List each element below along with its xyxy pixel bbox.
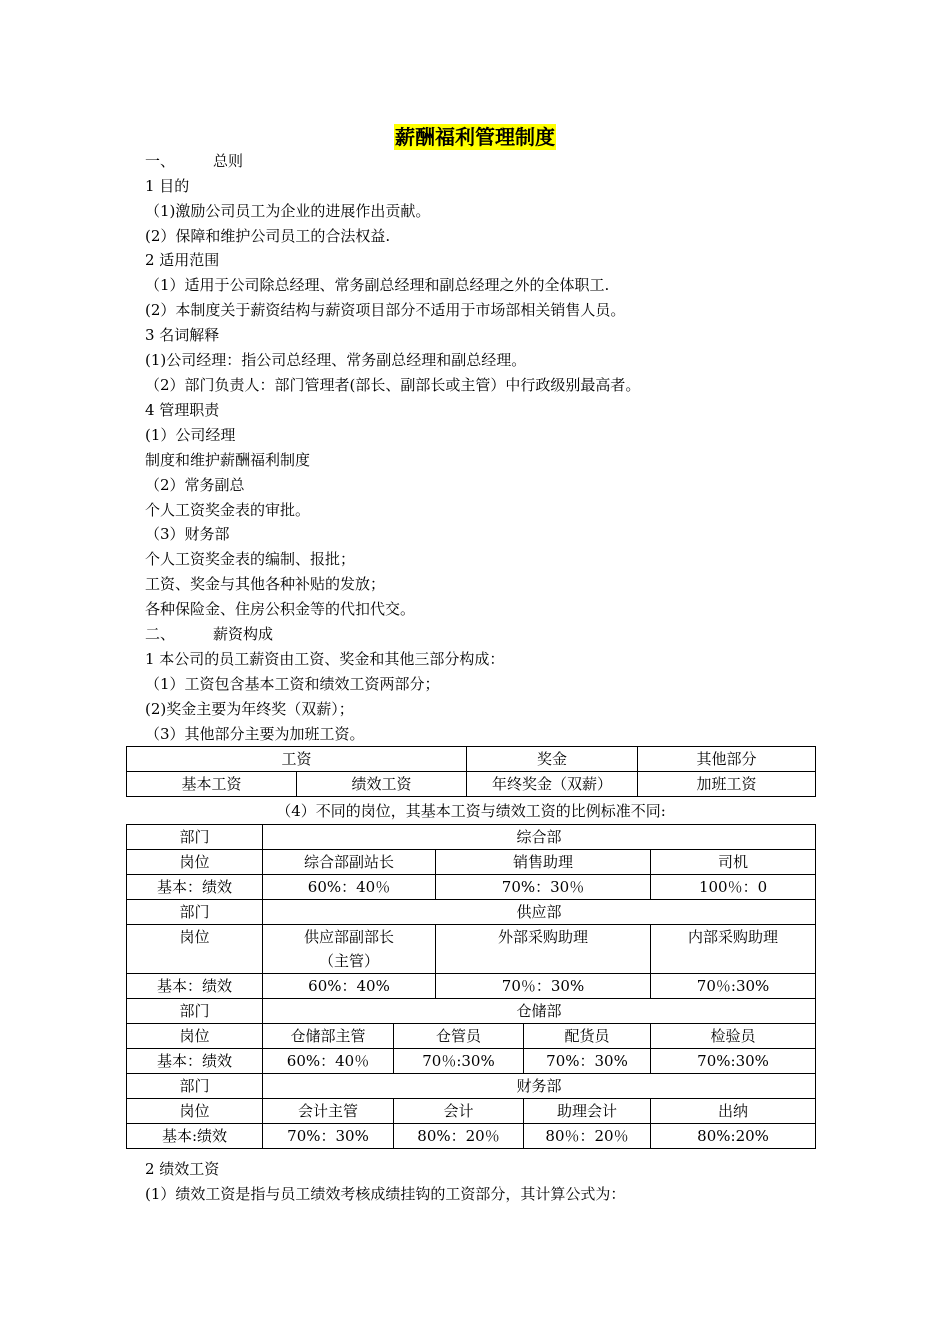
section-heading-salary — [145, 624, 273, 644]
dept-name-cell: 仓储部 — [263, 999, 816, 1024]
ratio-cell: 70%：30% — [263, 1124, 394, 1149]
table-cell: 加班工资 — [638, 772, 816, 797]
ratio-cell: 80%:20% — [651, 1124, 816, 1149]
section-title: 总则 — [213, 152, 244, 170]
dept-label-cell: 部门 — [127, 825, 263, 850]
text-line: （3）其他部分主要为加班工资。 — [145, 725, 365, 743]
document-title: 薪酬福利管理制度 — [395, 125, 555, 149]
text-line: (2)奖金主要为年终奖（双薪）； — [145, 700, 354, 718]
text-line: 工资、奖金与其他各种补贴的发放； — [145, 575, 386, 593]
post-cell: 综合部副站长 — [263, 850, 436, 875]
dept-label-cell: 部门 — [127, 900, 263, 925]
ratio-label-cell: 基本：绩效 — [127, 875, 263, 900]
post-label-cell: 岗位 — [127, 925, 263, 974]
post-cell: 内部采购助理 — [651, 925, 816, 974]
salary-structure-table — [126, 746, 816, 797]
table-row — [127, 974, 816, 999]
table-header-cell: 奖金 — [467, 747, 638, 772]
post-cell: 司机 — [651, 850, 816, 875]
text-line: 各种保险金、住房公积金等的代扣代交。 — [145, 600, 416, 618]
ratio-cell: 70％:30% — [651, 974, 816, 999]
dept-name-cell: 财务部 — [263, 1074, 816, 1099]
text-line: (1)公司经理：指公司总经理、常务副总经理和副总经理。 — [145, 351, 527, 369]
ratio-cell: 80％：20％ — [524, 1124, 651, 1149]
text-line: （2）部门负责人：部门管理者(部长、副部长或主管）中行政级别最高者。 — [145, 376, 641, 394]
post-cell: 配货员 — [524, 1024, 651, 1049]
ratio-cell: 70%：30％ — [436, 875, 651, 900]
text-line: 4 管理职责 — [145, 401, 220, 419]
text-line: (2）本制度关于薪资结构与薪资项目部分不适用于市场部相关销售人员。 — [145, 301, 626, 319]
table-row — [127, 772, 816, 797]
post-cell: 出纳 — [651, 1099, 816, 1124]
table-row — [127, 1049, 816, 1074]
text-line: 个人工资奖金表的审批。 — [145, 501, 311, 519]
ratio-label-cell: 基本:绩效 — [127, 1124, 263, 1149]
ratio-cell: 70%:30% — [651, 1049, 816, 1074]
dept-label-cell: 部门 — [127, 1074, 263, 1099]
text-line: （3）财务部 — [145, 525, 230, 543]
ratio-cell: 70%：30% — [524, 1049, 651, 1074]
section-number: 一、 — [145, 152, 176, 170]
ratio-cell: 70％:30% — [394, 1049, 524, 1074]
post-label-cell: 岗位 — [127, 1024, 263, 1049]
text-line: (1）公司经理 — [145, 426, 236, 444]
table-row — [127, 1024, 816, 1049]
post-cell: 会计 — [394, 1099, 524, 1124]
table-row — [127, 1074, 816, 1099]
text-line: 2 绩效工资 — [145, 1160, 220, 1178]
ratio-table-caption: （4）不同的岗位，其基本工资与绩效工资的比例标准不同: — [276, 802, 666, 820]
text-line: 2 适用范围 — [145, 251, 220, 269]
section-title: 薪资构成 — [213, 625, 274, 643]
table-row — [127, 825, 816, 850]
table-header-cell: 工资 — [127, 747, 467, 772]
ratio-cell: 60%：40％ — [263, 1049, 394, 1074]
table-header-cell: 其他部分 — [638, 747, 816, 772]
post-cell: 供应部副部长 （主管） — [263, 925, 436, 974]
table-cell: 基本工资 — [127, 772, 297, 797]
ratio-cell: 60%：40% — [263, 974, 436, 999]
table-cell: 年终奖金（双薪） — [467, 772, 638, 797]
post-cell: 销售助理 — [436, 850, 651, 875]
ratio-table — [126, 824, 816, 1149]
post-cell: 外部采购助理 — [436, 925, 651, 974]
post-cell: 仓储部主管 — [263, 1024, 394, 1049]
ratio-label-cell: 基本：绩效 — [127, 1049, 263, 1074]
text-line: （1）适用于公司除总经理、常务副总经理和副总经理之外的全体职工. — [145, 276, 610, 294]
table-row — [127, 925, 816, 974]
text-line: （1)激励公司员工为企业的进展作出贡献。 — [145, 202, 431, 220]
text-line: 1 本公司的员工薪资由工资、奖金和其他三部分构成： — [145, 650, 505, 668]
ratio-cell: 100％：0 — [651, 875, 816, 900]
post-label-cell: 岗位 — [127, 850, 263, 875]
text-line: (2）保障和维护公司员工的合法权益. — [145, 227, 391, 245]
post-cell: 助理会计 — [524, 1099, 651, 1124]
ratio-cell: 70％：30% — [436, 974, 651, 999]
post-cell: 检验员 — [651, 1024, 816, 1049]
table-row — [127, 850, 816, 875]
text-line: （2）常务副总 — [145, 476, 245, 494]
table-row — [127, 1099, 816, 1124]
dept-name-cell: 综合部 — [263, 825, 816, 850]
text-line: 3 名词解释 — [145, 326, 220, 344]
post-cell: 会计主管 — [263, 1099, 394, 1124]
dept-name-cell: 供应部 — [263, 900, 816, 925]
text-line: 个人工资奖金表的编制、报批； — [145, 550, 356, 568]
text-line: （1）工资包含基本工资和绩效工资两部分； — [145, 675, 440, 693]
section-heading-general — [145, 151, 243, 171]
table-row — [127, 1124, 816, 1149]
text-line: (1）绩效工资是指与员工绩效考核成绩挂钩的工资部分，其计算公式为： — [145, 1185, 626, 1203]
table-row — [127, 900, 816, 925]
post-label-cell: 岗位 — [127, 1099, 263, 1124]
section-number: 二、 — [145, 625, 176, 643]
table-row — [127, 747, 816, 772]
table-cell: 绩效工资 — [297, 772, 467, 797]
ratio-cell: 80%：20％ — [394, 1124, 524, 1149]
dept-label-cell: 部门 — [127, 999, 263, 1024]
table-row — [127, 875, 816, 900]
text-line: 1 目的 — [145, 177, 190, 195]
ratio-label-cell: 基本：绩效 — [127, 974, 263, 999]
text-line: 制度和维护薪酬福利制度 — [145, 451, 311, 469]
ratio-cell: 60%：40％ — [263, 875, 436, 900]
post-cell: 仓管员 — [394, 1024, 524, 1049]
table-row — [127, 999, 816, 1024]
